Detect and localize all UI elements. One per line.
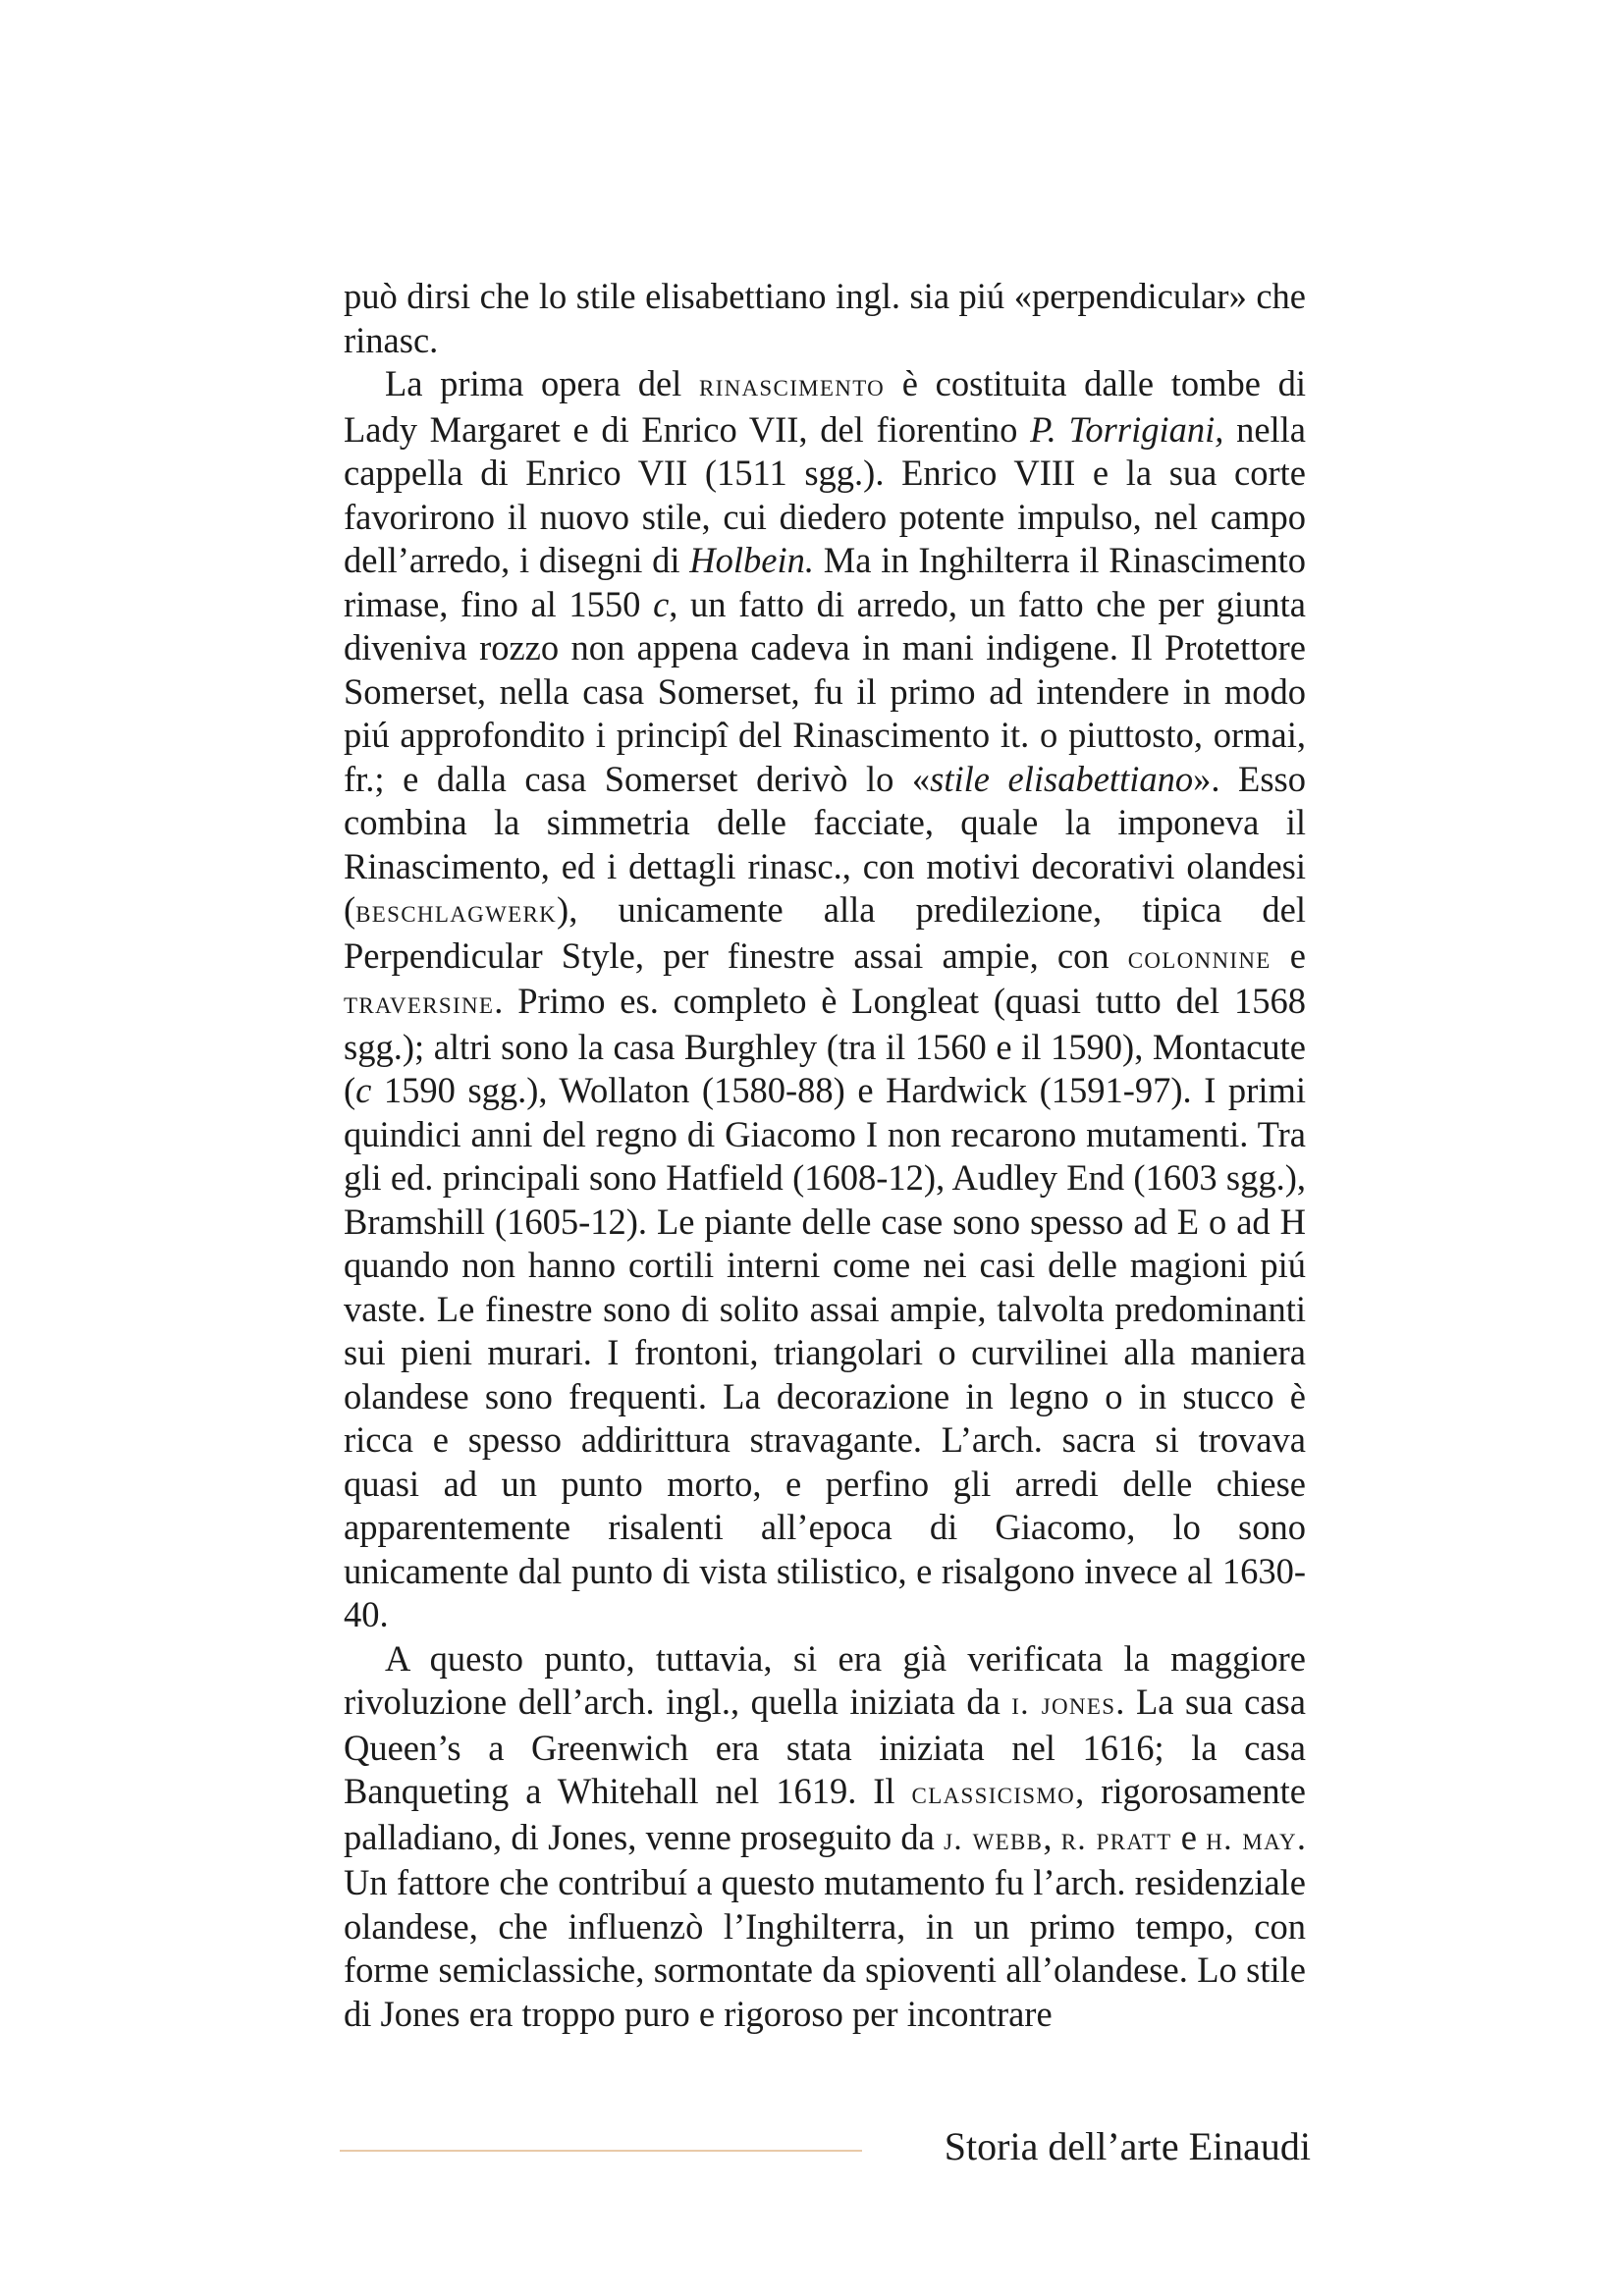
page-body <box>344 275 1306 2036</box>
smallcaps-term: h. may <box>1206 1821 1297 1857</box>
smallcaps-term: traversine <box>344 986 495 1021</box>
smallcaps-term: classicismo <box>911 1776 1076 1811</box>
smallcaps-term: beschlagwerk <box>355 894 558 930</box>
text-run: 1590 sgg.), Wollaton (1580-88) e Hardwick (1591-97). I primi quindici anni del regno di Giacomo I non recarono mutamenti. Tra gli ed. principali sono Hatfield (1608-12), Audley End (1603 sgg.), Bramshill (1605-12). Le piante delle case sono spesso ad E o ad H quando non hanno cortili interni come nei casi delle magioni piú vaste. Le finestre sono di solito assai ampie, talvolta predominanti sui pieni murari. I frontoni, triangolari o curvilinei alla maniera olandese sono frequenti. La decorazione in legno o in stucco è ricca e spesso addirittura stravagante. L’arch. sacra si trovava quasi ad un punto morto, e perfino gli arredi delle chiese apparentemente risalenti all’epoca di Giacomo, lo sono unicamente dal punto di vista stilistico, e risalgono invece al 1630-40. <box>344 1070 1306 1634</box>
italic-term: Holbein. <box>689 540 815 580</box>
italic-term: c <box>355 1070 372 1110</box>
smallcaps-term: rinascimento <box>698 368 886 403</box>
footer-title: Storia dell’arte Einaudi <box>944 2124 1311 2168</box>
text-run: , rigorosamente palladiano, di Jones, venne proseguito da <box>344 1771 1306 1857</box>
paragraph-continued <box>344 275 1306 362</box>
footer-rule <box>340 2150 862 2152</box>
paragraph-rinascimento <box>344 362 1306 1637</box>
italic-term: c <box>653 583 670 624</box>
italic-term: P. Torrigiani, <box>1030 408 1224 450</box>
text-run: può dirsi che lo stile elisabettiano ingl. sia piú «perpendicular» che rinasc. <box>344 276 1306 360</box>
text-run: ». Esso combina la simmetria delle facciate, quale la imponeva il Rinascimento, ed i dettagli rinasc., con motivi decorativi olandesi ( <box>344 758 1306 930</box>
text-run: A questo punto, tuttavia, si era già verificata la maggiore rivoluzione dell’arch. ingl., quella iniziata da <box>344 1637 1306 1722</box>
text-run: è costituita dalle tombe di Lady Margaret e di Enrico VII, del fiorentino <box>344 363 1306 450</box>
text-run: La prima opera del <box>385 363 699 403</box>
text-run: ), unicamente alla predilezione, tipica del Perpendicular Style, per finestre assai ampie, con <box>344 889 1306 976</box>
text-run: . La sua casa Queen’s a Greenwich era stata iniziata nel 1616; la casa Banqueting a Whitehall nel 1619. Il <box>344 1682 1306 1811</box>
text-run: . Primo es. completo è Longleat (quasi tutto del 1568 sgg.); altri sono la casa Burghley (tra il 1560 e il 1590), Montacute ( <box>344 981 1306 1110</box>
text-run: nella cappella di Enrico VII (1511 sgg.). Enrico VIII e la sua corte favorirono il nuovo stile, cui diedero potente impulso, nel campo dell’arredo, i disegni di <box>344 408 1307 580</box>
text-run: Ma in Inghilterra il Rinascimento rimase, fino al 1550 <box>344 540 1306 624</box>
smallcaps-term: i. jones <box>1011 1686 1116 1722</box>
text-run: e <box>1171 1816 1207 1857</box>
paragraph-jones <box>344 1637 1306 2037</box>
text-run: e <box>1271 934 1306 976</box>
text-run: , <box>1043 1816 1061 1857</box>
text-run: , un fatto di arredo, un fatto che per giunta diveniva rozzo non appena cadeva in mani indigene. Il Protettore Somerset, nella casa Somerset, fu il primo ad intendere in modo piú approfondito i principî del Rinascimento it. o piuttosto, ormai, fr.; e dalla casa Somerset derivò lo « <box>344 583 1306 799</box>
smallcaps-term: r. pratt <box>1060 1821 1172 1857</box>
smallcaps-term: j. webb <box>944 1821 1044 1857</box>
italic-term: stile elisabettiano <box>930 758 1194 799</box>
text-run: . Un fattore che contribuí a questo mutamento fu l’arch. residenziale olandese, che influenzò l’Inghilterra, in un primo tempo, con forme semiclassiche, sormontate da spioventi all’olandese. Lo stile di Jones era troppo puro e rigoroso per incontrare <box>344 1816 1307 2034</box>
smallcaps-term: colonnine <box>1127 939 1271 976</box>
